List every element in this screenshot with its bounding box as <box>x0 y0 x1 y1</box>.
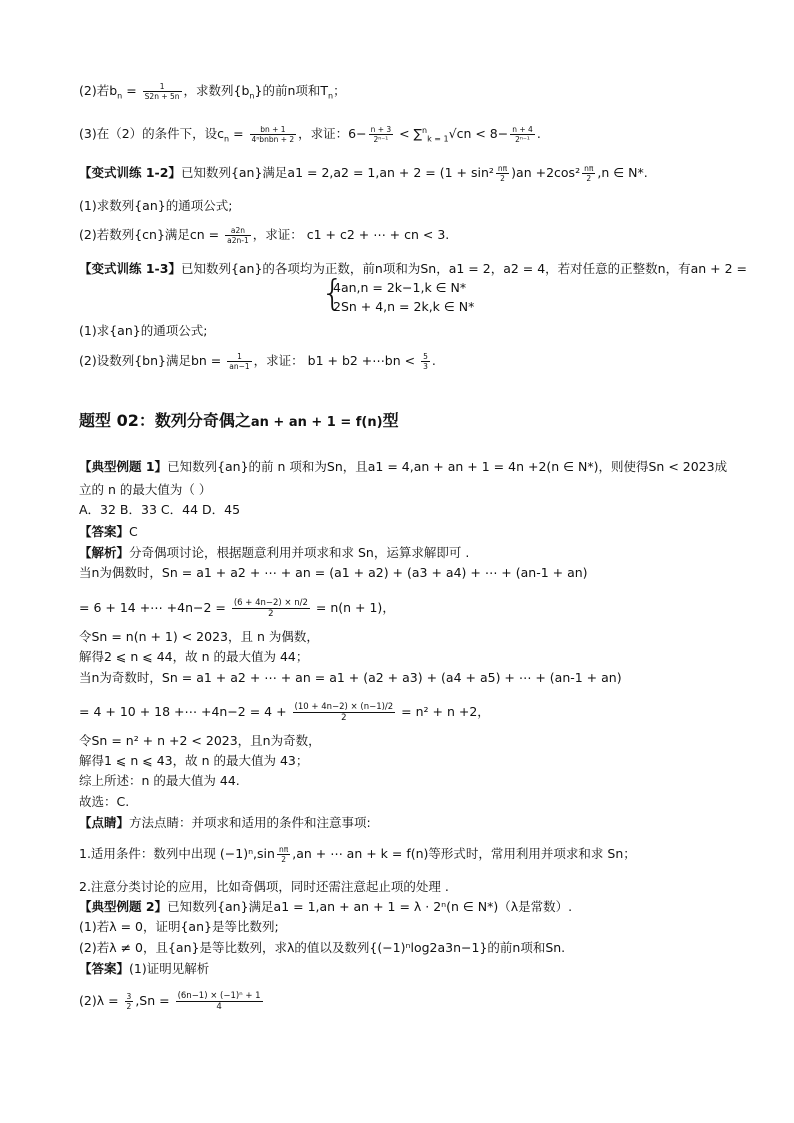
line-example-2-q1: (1)若λ = 0，证明{an}是等比数列; <box>79 919 279 934</box>
line-odd-result: 解得1 ⩽ n ⩽ 43，故 n 的最大值为 43； <box>79 753 309 768</box>
section-heading: 题型 02：数列分奇偶之an + an + 1 = f(n)型 <box>79 411 399 430</box>
line-choice: 故选：C. <box>79 794 130 809</box>
line-example-2: 【典型例题 2】已知数列{an}满足a1 = 1,an + an + 1 = λ · 2ⁿ(n ∈ N*)（λ是常数）. <box>79 899 573 914</box>
line-q2-bn: (2)设数列{bn}满足bn = $\frac{1}{an-1}$ ，求证： b1 + b2 +⋯bn < $\frac{5}{3}$ . <box>79 352 436 371</box>
choices: A．32 B．33 C．44 D．45 <box>79 502 241 517</box>
line-part2-bn: (2)若$b_n$ = $\frac{1}{S2n + 5n}$ ，求数列$\{b_n\}$的前n项和$T_n$； <box>79 82 346 101</box>
line-odd-case: 当n为奇数时，Sn = a1 + a2 + ⋯ + an = a1 + (a2 + a3) + (a4 + a5) + ⋯ + (an-1 + an) <box>79 670 622 685</box>
tip-item-2: 2.注意分类讨论的应用，比如奇偶项，同时还需注意起止项的处理 . <box>79 879 449 894</box>
piecewise-case-1: 4an,n = 2k−1,k ∈ N* <box>333 280 467 295</box>
line-example-1: 【典型例题 1】已知数列{an}的前 n 项和为Sn，且a1 = 4,an + an + 1 = 4n +2(n ∈ N*)，则使得Sn < 2023成 <box>79 459 728 474</box>
tip-item-1: 1.适用条件：数列中出现 (−1)ⁿ,sin $\frac{n\pi}{2}$ ,an + ⋯ an + k = f(n)等形式时，常用利用并项求和求 Sn； <box>79 845 636 864</box>
line-variant-1-2: 【变式训练 1-2】已知数列{an}满足a1 = 2,a2 = 1,an + 2 = (1 + sin² $\frac{n\pi}{2}$ )an +2cos² $\frac{n\pi}{2}$ ,n ∈ N*. <box>79 164 648 183</box>
line-q2-cn: (2)若数列{cn}满足cn = $\frac{a2n}{a2n-1}$ ，求证： c1 + c2 + ⋯ + cn < 3. <box>79 226 450 245</box>
line-example-1-cont: 立的 n 的最大值为（ ） <box>79 482 212 497</box>
line-variant-1-3: 【变式训练 1-3】已知数列{an}的各项均为正数，前n项和为Sn，a1 = 2，a2 = 4，若对任意的正整数n，有an + 2 = <box>79 261 748 276</box>
line-q1-an: (1)求{an}的通项公式; <box>79 323 208 338</box>
tip-heading: 【点睛】方法点睛：并项求和适用的条件和注意事项: <box>79 815 371 830</box>
line-even-result: 解得2 ⩽ n ⩽ 44，故 n 的最大值为 44； <box>79 649 309 664</box>
analysis-1: 【解析】分奇偶项讨论，根据题意利用并项求和求 Sn，运算求解即可 . <box>79 545 470 560</box>
answer-2: 【答案】(1)证明见解析 <box>79 961 210 976</box>
line-even-ineq: 令Sn = n(n + 1) < 2023，且 n 为偶数， <box>79 629 319 644</box>
line-odd-sum: = 4 + 10 + 18 +⋯ +4n−2 = 4 + $\frac{(10 + 4n-2) \times (n-1)/2}{2}$ = n² + n +2， <box>79 702 490 723</box>
line-even-sum: = 6 + 14 +⋯ +4n−2 = $\frac{(6 + 4n-2) \times n/2}{2}$ = n(n + 1)， <box>79 598 395 619</box>
answer-2-part2: (2)λ = $\frac{3}{2}$ ,Sn = $\frac{\text{(6n−1) × (−1)ⁿ + 1}}{4}$ <box>79 991 261 1012</box>
answer-1: 【答案】C <box>79 524 138 539</box>
line-example-2-q2: (2)若λ ≠ 0，且{an}是等比数列，求λ的值以及数列{(−1)ⁿlog2a3n−1}的前n项和Sn. <box>79 940 566 955</box>
line-even-case: 当n为偶数时，Sn = a1 + a2 + ⋯ + an = (a1 + a2) + (a3 + a4) + ⋯ + (an-1 + an) <box>79 565 588 580</box>
line-part3-cn: (3)在（2）的条件下，设$c_n$ = $\frac{bn + 1}{\text{4ⁿbnbn + 2}}$ ，求证：6− $\frac{n + 3}{\text{2ⁿ⁻¹}}$ < ∑$^n_{k = 1}$√cn < 8− $\frac{n + 4}{\text{2ⁿ⁻¹}}$ . <box>79 125 541 145</box>
line-odd-ineq: 令Sn = n² + n +2 < 2023，且n为奇数， <box>79 733 321 748</box>
line-q1: (1)求数列{an}的通项公式; <box>79 198 233 213</box>
fraction: $\frac{1}{S2n + 5n}$ <box>144 82 180 101</box>
piecewise-case-2: 2Sn + 4,n = 2k,k ∈ N* <box>333 299 475 314</box>
piecewise-brace: { <box>321 273 344 314</box>
line-conclusion: 综上所述：n 的最大值为 44. <box>79 773 240 788</box>
